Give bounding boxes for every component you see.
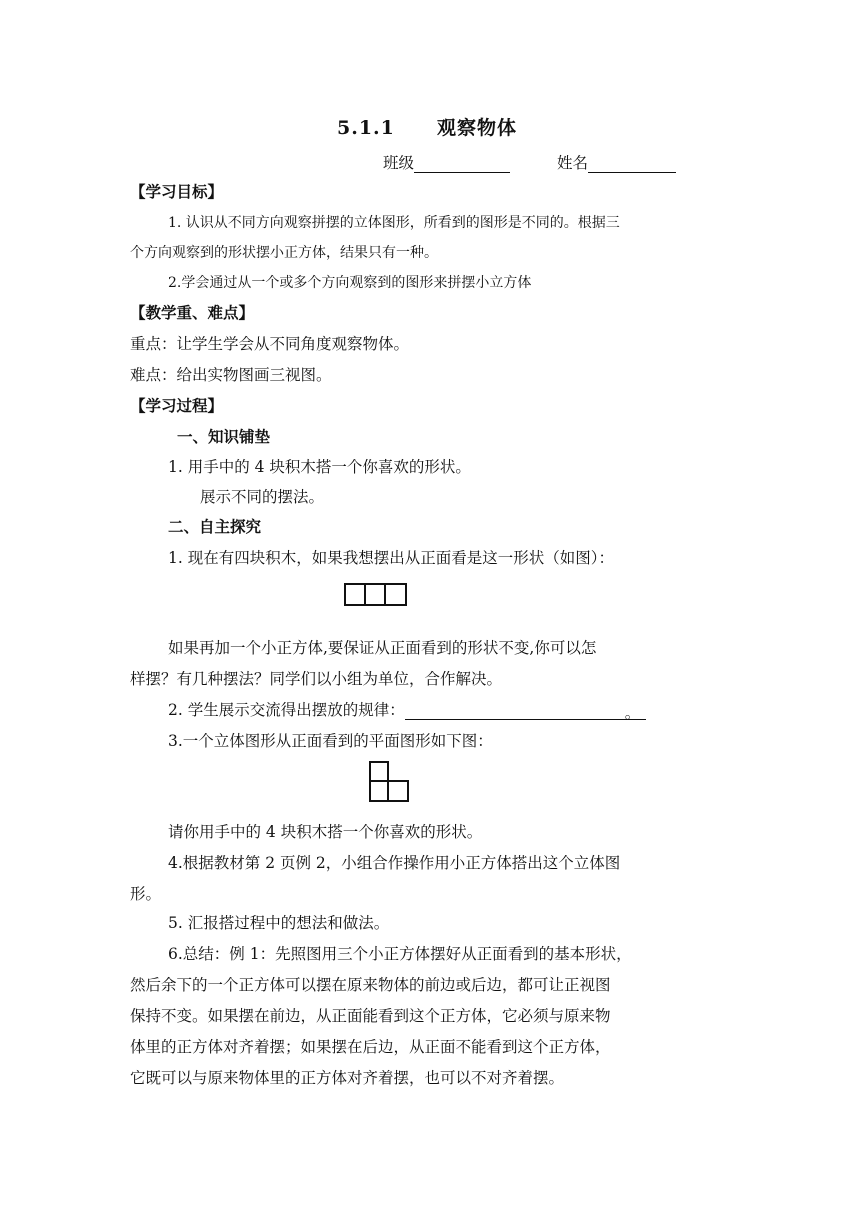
- key-difficulty: 难点：给出实物图画三视图。: [130, 366, 332, 384]
- figure2-square: [369, 761, 389, 782]
- figure1-square: [384, 583, 407, 606]
- name-label: 姓名: [557, 154, 589, 172]
- part2-item2: [168, 700, 646, 720]
- page-title-number: 5.1.1: [337, 117, 395, 139]
- part2-heading: 二、自主探究: [168, 517, 262, 536]
- part2-item2-end: 。: [625, 703, 647, 720]
- part2-item1: 1. 现在有四块积木，如果我想摆出从正面看是这一形状（如图）：: [168, 549, 614, 567]
- part2-para1-line2: 样摆？有几种摆法？同学们以小组为单位，合作解决。: [130, 670, 503, 688]
- part2-item6-line1: 6.总结：例 1：先照图用三个小正方体摆好从正面看到的基本形状，: [168, 945, 632, 963]
- class-field: [383, 153, 510, 173]
- objective-1-line2: 个方向观察到的形状摆小正方体，结果只有一种。: [130, 245, 438, 261]
- figure1-square: [364, 583, 386, 606]
- figure-l-shape: [369, 761, 409, 802]
- part2-item6-line2: 然后余下的一个正方体可以摆在原来物体的前边或后边，都可让正视图: [130, 976, 611, 994]
- part2-item6-line4: 体里的正方体对齐着摆；如果摆在后边，从正面不能看到这个正方体，: [130, 1038, 611, 1056]
- figure-three-squares: [344, 583, 407, 606]
- part1-item1-sub: 展示不同的摆法。: [200, 488, 325, 506]
- part2-item6-line5: 它既可以与原来物体里的正方体对齐着摆，也可以不对齐着摆。: [130, 1069, 565, 1087]
- key-focus: 重点：让学生学会从不同角度观察物体。: [130, 335, 410, 353]
- figure1-square: [344, 583, 366, 606]
- section-key-points: 【教学重、难点】: [130, 303, 255, 322]
- part2-item4-line2: 形。: [130, 885, 162, 903]
- figure2-square: [387, 780, 409, 802]
- part2-item6-line3: 保持不变。如果摆在前边，从正面能看到这个正方体，它必须与原来物: [130, 1007, 611, 1025]
- section-objectives: 【学习目标】: [130, 182, 224, 201]
- part2-item2-label: 2. 学生展示交流得出摆放的规律：: [168, 701, 405, 719]
- part1-heading: 一、知识铺垫: [177, 427, 271, 446]
- page-title: 观察物体: [437, 117, 518, 139]
- figure2-square: [369, 780, 389, 802]
- rule-blank: [405, 703, 625, 720]
- name-field: [557, 153, 676, 173]
- objective-1-line1: 1. 认识从不同方向观察拼摆的立体图形，所看到的图形是不同的。根据三: [168, 215, 620, 231]
- part2-item5: 5. 汇报搭过程中的想法和做法。: [168, 914, 390, 932]
- class-blank: [414, 156, 510, 173]
- objective-2: 2.学会通过从一个或多个方向观察到的图形来拼摆小立方体: [168, 275, 532, 291]
- part1-item1: 1. 用手中的 4 块积木搭一个你喜欢的形状。: [168, 458, 471, 476]
- name-blank: [588, 156, 676, 173]
- section-process: 【学习过程】: [130, 396, 224, 415]
- part2-para2: 请你用手中的 4 块积木搭一个你喜欢的形状。: [168, 823, 483, 841]
- part2-item3: 3.一个立体图形从正面看到的平面图形如下图：: [168, 732, 493, 750]
- part2-item4-line1: 4.根据教材第 2 页例 2，小组合作操作用小正方体搭出这个立体图: [168, 854, 621, 872]
- class-label: 班级: [383, 154, 415, 172]
- part2-para1-line1: 如果再加一个小正方体,要保证从正面看到的形状不变,你可以怎: [168, 639, 597, 657]
